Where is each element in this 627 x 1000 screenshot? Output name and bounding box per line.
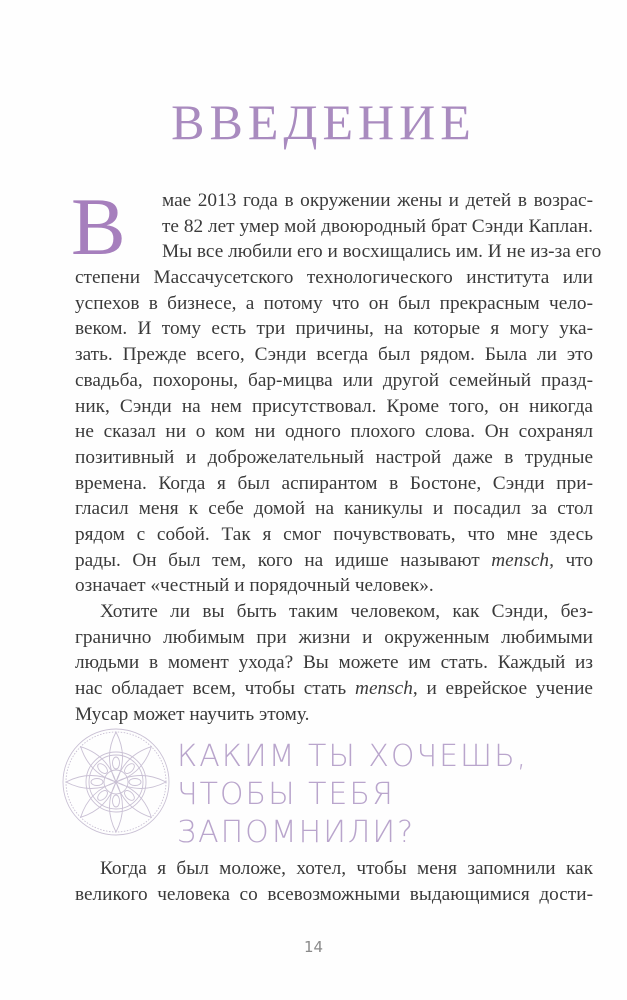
- section-heading-line: КАКИМ ТЫ ХОЧЕШЬ,: [177, 739, 529, 774]
- chapter-title: ВВЕДЕНИЕ: [171, 94, 476, 150]
- text-line: времена. Когда я был аспирантом в Бостоне, Сэнди при-: [75, 472, 593, 494]
- text-line: [75, 676, 593, 702]
- text-line: гранично любимым при жизни и окруженным любимыми: [75, 626, 593, 648]
- text-line: позитивный и доброжелательный настрой даже в трудные: [75, 446, 593, 468]
- text-fragment: , и еврейское учение: [412, 678, 593, 700]
- text-line: людьми в момент ухода? Вы можете им стать. Каждый из: [75, 652, 593, 674]
- text-line: означает «честный и порядочный человек».: [75, 575, 434, 597]
- text-line: Мусар может научить этому.: [75, 703, 310, 725]
- text-line: ник, Сэнди на нем присутствовал. Кроме того, он никогда: [75, 395, 593, 417]
- italic-term: mensch: [355, 678, 413, 700]
- text-line: успехов в бизнесе, а потому что он был прекрасным чело-: [75, 292, 593, 314]
- text-line: [75, 548, 593, 574]
- text-line: Хотите ли вы быть таким человеком, как Сэнди, без-: [100, 601, 593, 622]
- text-line: не сказал ни о ком ни одного плохого слова. Он сохранял: [75, 421, 593, 443]
- text-line: гласил меня к себе домой на каникулы и посадил за стол: [75, 498, 593, 520]
- text-line: степени Массачусетского технологического института или: [75, 267, 593, 289]
- text-fragment: что: [553, 549, 593, 571]
- text-line: Когда я был моложе, хотел, чтобы меня запомнили как: [100, 858, 593, 879]
- body-text: [71, 181, 602, 727]
- text-line: великого человека со всевозможными выдающимися дости-: [75, 883, 593, 905]
- text-line: мае 2013 года в окружении жены и детей в возрас-: [162, 190, 593, 211]
- text-line: зать. Прежде всего, Сэнди всегда был рядом. Была ли это: [75, 344, 593, 366]
- body-text-continued: [75, 855, 593, 906]
- mandala-icon: [61, 727, 171, 837]
- section-heading-line: ЧТОБЫ ТЕБЯ ЗАПОМНИЛИ?: [177, 777, 415, 850]
- text-line: свадьба, похороны, бар-мицва или другой семейный празд-: [75, 369, 593, 391]
- italic-term: mensch,: [491, 549, 554, 571]
- drop-cap: В: [71, 181, 126, 272]
- text-fragment: рады. Он был тем, кого на идише называют: [75, 549, 492, 571]
- text-line: веком. И тому есть три причины, на которые я могу ука-: [75, 318, 593, 340]
- text-line: Мы все любили его и восхищались им. И не из-за его: [162, 241, 602, 263]
- text-line: рядом с собой. Так я смог почувствовать, что мне здесь: [75, 523, 593, 545]
- text-line: те 82 лет умер мой двоюродный брат Сэнди Каплан.: [162, 215, 593, 237]
- section-heading: [177, 738, 627, 852]
- text-fragment: нас обладает всем, чтобы стать: [75, 678, 356, 700]
- page-number: 14: [303, 938, 324, 956]
